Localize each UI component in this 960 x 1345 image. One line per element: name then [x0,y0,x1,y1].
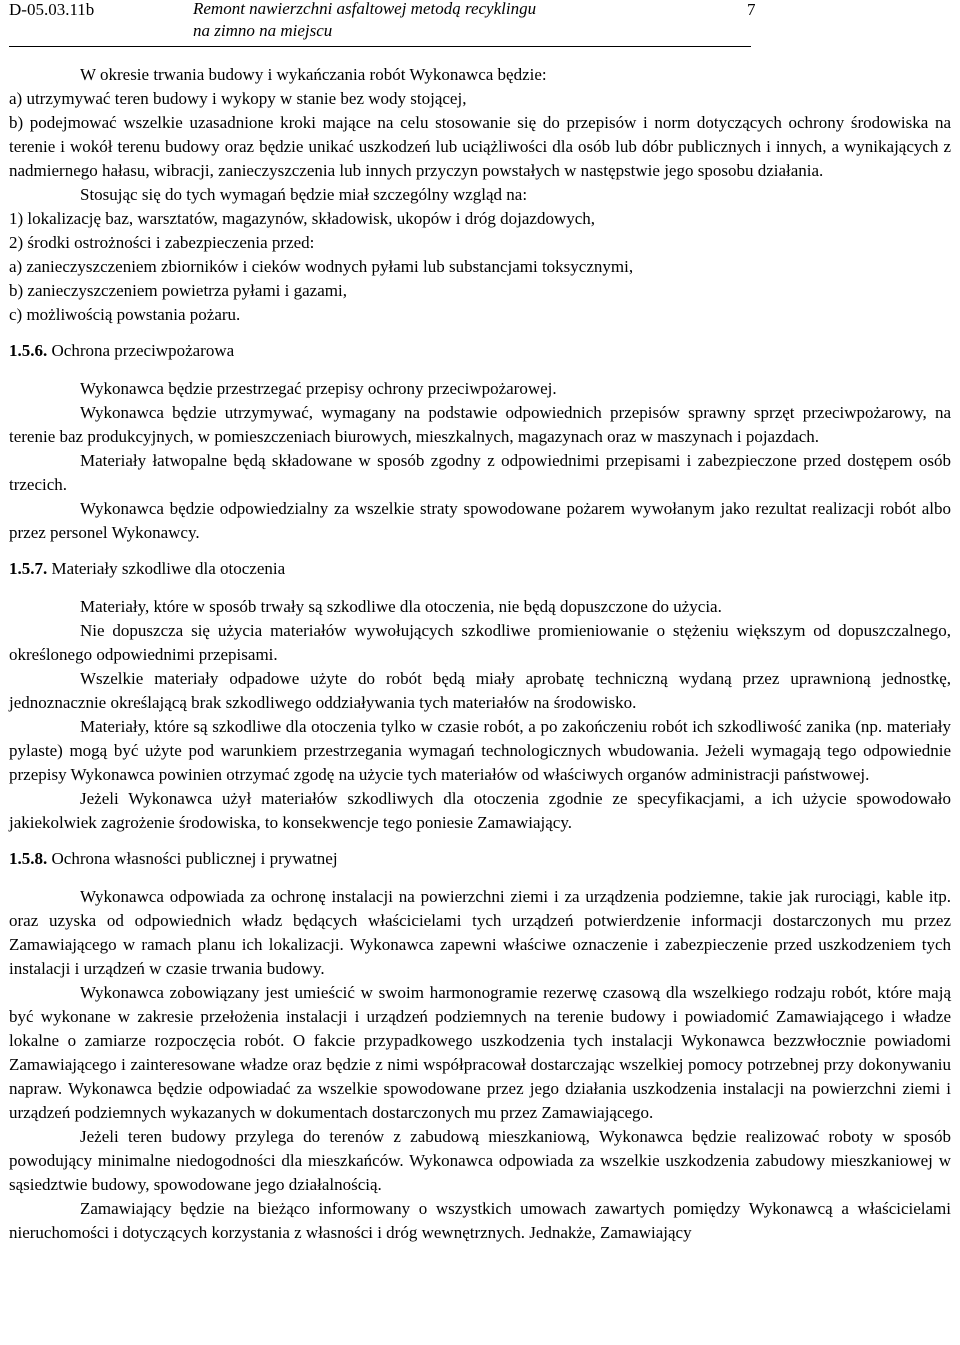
paragraph: Jeżeli teren budowy przylega do terenów z zabudową mieszkaniową, Wykonawca będzie realizować roboty w sposób powodujący minimalne niedogodności dla mieszkańców. Wykonawca odpowiada za wszelkie uszkodzenia zabudowy mieszkaniowej w sąsiedztwie budowy, spowodowane jego działalnością. [9,1127,951,1194]
list-item: b) podejmować wszelkie uzasadnione kroki mające na celu stosowanie się do przepisów i norm dotyczących ochrony środowiska na terenie i wokół terenu budowy oraz będzie unikać uszkodzeń lub uciążliwości dla osób lub dóbr publicznych i innych, a wynikających z nadmiernego hałasu, wibracji, zanieczyszczenia lub innych przyczyn powstałych w następstwie jego sposobu działania. [9,113,951,180]
paragraph: W okresie trwania budowy i wykańczania robót Wykonawca będzie: [80,65,547,84]
section-title: Materiały szkodliwe dla otoczenia [47,559,286,578]
list-item: 2) środki ostrożności i zabezpieczenia przed: [9,233,315,252]
section-number: 1.5.8. [9,849,48,868]
paragraph: Wykonawca będzie odpowiedzialny za wszelkie straty spowodowane pożarem wywołanym jako rezultat realizacji robót albo przez personel Wykonawcy. [9,499,951,542]
section-number: 1.5.7. [9,559,48,578]
paragraph: Materiały łatwopalne będą składowane w sposób zgodny z odpowiednimi przepisami i zabezpieczone przed dostępem osób trzecich. [9,451,951,494]
paragraph: Wykonawca odpowiada za ochronę instalacji na powierzchni ziemi i za urządzenia podziemne, takie jak rurociągi, kable itp. oraz uzyska od odpowiednich władz będących właścicielami tych urządzeń potwierdzenie informacji dostarczonych mu przez Zamawiającego w ramach planu ich lokalizacji. Wykonawca zapewni właściwe oznaczenie i zabezpieczenie przed uszkodzeniem tych instalacji i urządzeń w czasie trwania budowy. [9,887,951,978]
list-item: b) zanieczyszczeniem powietrza pyłami i gazami, [9,281,347,300]
section-number: 1.5.6. [9,341,48,360]
list-item: a) zanieczyszczeniem zbiorników i cieków wodnych pyłami lub substancjami toksycznymi, [9,257,634,276]
section-heading [9,847,951,871]
paragraph: Nie dopuszcza się użycia materiałów wywołujących szkodliwe promieniowanie o stężeniu większym od dopuszczalnego, określonego odpowiednimi przepisami. [9,621,951,664]
page-header [9,0,756,47]
paragraph: Zamawiający będzie na bieżąco informowany o wszystkich umowach zawartych pomiędzy Wykonawcą a właścicielami nieruchomości i dotyczących korzystania z własności i dróg wewnętrznych. Jednakże, Zamawiający [9,1199,951,1242]
document-title [193,0,536,42]
paragraph: Wykonawca zobowiązany jest umieścić w swoim harmonogramie rezerwę czasową dla wszelkiego rodzaju robót, które mają być wykonane w zakresie przełożenia instalacji i urządzeń podziemnych na terenie budowy i powiadomić Zamawiającego i władze lokalne o zamiarze rozpoczęcia robót. O fakcie przypadkowego uszkodzenia tych instalacji Wykonawca bezzwłocznie powiadomi Zamawiającego i zainteresowane władze oraz będzie z nimi współpracował dostarczając wszelkiej pomocy potrzebnej przy dokonywaniu napraw. Wykonawca będzie odpowiadać za wszelkie spowodowane przez jego działania uszkodzenia instalacji na powierzchni ziemi i urządzeń podziemnych wykazanych w dokumentach dostarczonych mu przez Zamawiającego. [9,983,951,1122]
list-item: 1) lokalizację baz, warsztatów, magazynów, składowisk, ukopów i dróg dojazdowych, [9,209,596,228]
section-heading [9,557,951,581]
paragraph: Wykonawca będzie przestrzegać przepisy ochrony przeciwpożarowej. [80,379,557,398]
section-title: Ochrona własności publicznej i prywatnej [47,849,338,868]
paragraph: Jeżeli Wykonawca użył materiałów szkodliwych dla otoczenia zgodnie ze specyfikacjami, a ich użycie spowodowało jakiekolwiek zagrożenie środowiska, to konsekwencje tego poniesie Zamawiający. [9,789,951,832]
paragraph: Materiały, które w sposób trwały są szkodliwe dla otoczenia, nie będą dopuszczone do użycia. [80,597,722,616]
spec-code: D-05.03.11b [9,0,95,19]
paragraph: Wszelkie materiały odpadowe użyte do robót będą miały aprobatę techniczną wydaną przez uprawnioną jednostkę, jednoznacznie określającą brak szkodliwego oddziaływania tych materiałów na środowisko. [9,669,951,712]
section-heading [9,339,951,363]
page-number: 7 [747,0,756,19]
section-title: Ochrona przeciwpożarowa [47,341,235,360]
list-item: a) utrzymywać teren budowy i wykopy w stanie bez wody stojącej, [9,89,467,108]
paragraph: Stosując się do tych wymagań będzie miał szczególny wzgląd na: [80,185,528,204]
document-title-line1: Remont nawierzchni asfaltowej metodą recyklingu [193,0,537,18]
paragraph: Materiały, które są szkodliwe dla otoczenia tylko w czasie robót, a po zakończeniu robót ich szkodliwość zanika (np. materiały pylaste) mogą być użyte pod warunkiem przestrzegania wymagań technologicznych wbudowania. Jeżeli wymagają tego odpowiednie przepisy Wykonawca powinien otrzymać zgodę na użycie tych materiałów od właściwych organów administracji państwowej. [9,717,951,784]
paragraph: Wykonawca będzie utrzymywać, wymagany na podstawie odpowiednich przepisów sprawny sprzęt przeciwpożarowy, na terenie baz produkcyjnych, w pomieszczeniach biurowych, mieszkalnych, magazynach oraz w maszynach i pojazdach. [9,403,951,446]
document-body [9,47,951,1245]
document-title-line2: na zimno na miejscu [193,21,333,40]
list-item: c) możliwością powstania pożaru. [9,305,241,324]
